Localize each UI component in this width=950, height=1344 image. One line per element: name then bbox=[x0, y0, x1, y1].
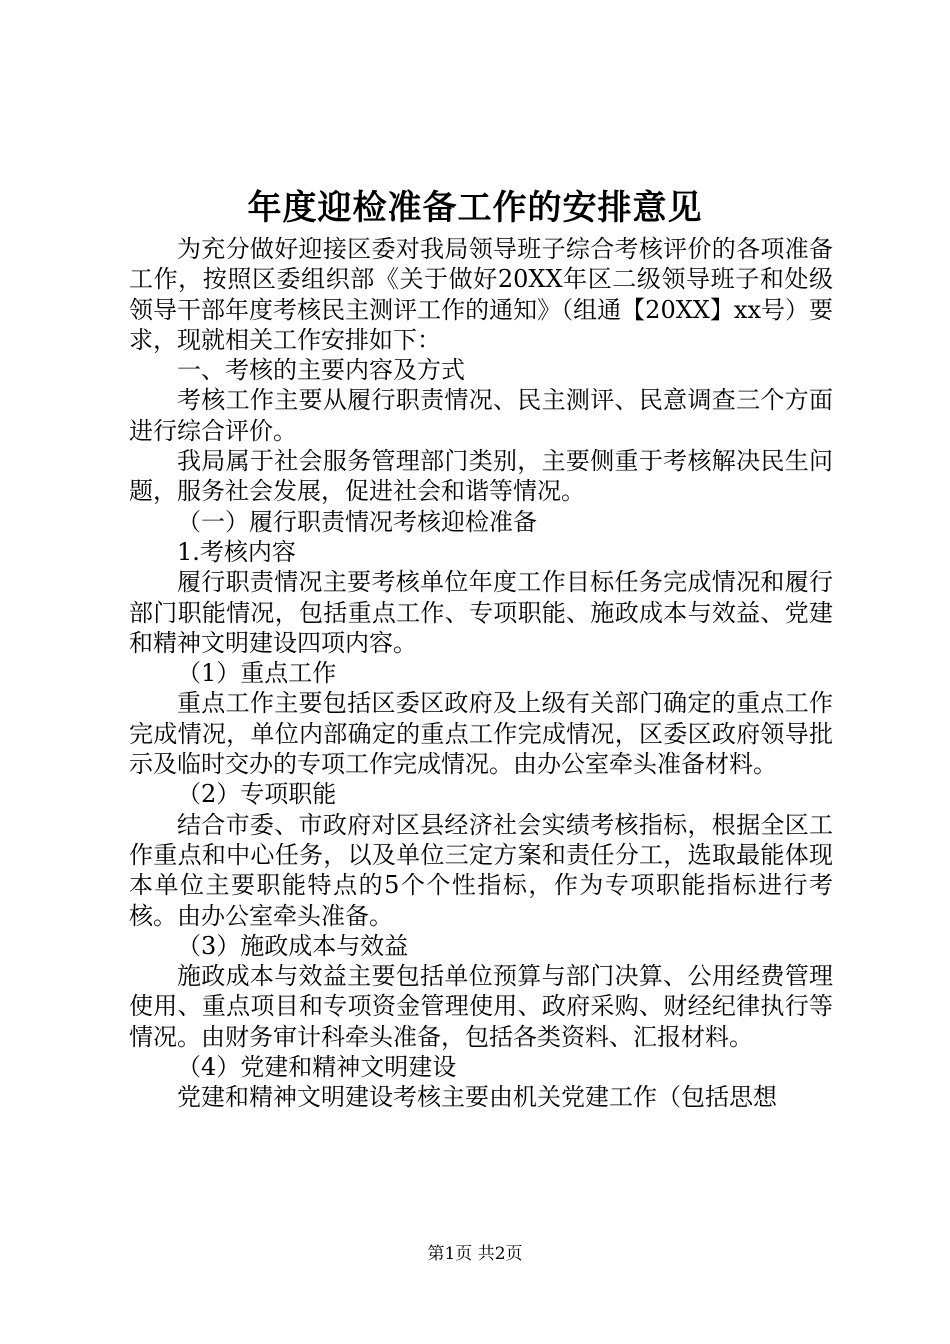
body-paragraph: 重点工作主要包括区委区政府及上级有关部门确定的重点工作完成情况，单位内部确定的重点工作完成情况，区委区政府领导批示及临时交办的专项工作完成情况。由办公室牵头准备材料。 bbox=[129, 689, 833, 779]
body-paragraph: 党建和精神文明建设考核主要由机关党建工作（包括思想 bbox=[177, 1083, 777, 1112]
section-heading: 一、考核的主要内容及方式 bbox=[177, 356, 465, 385]
page-title: 年度迎检准备工作的安排意见 bbox=[247, 188, 703, 228]
body-paragraph: 为充分做好迎接区委对我局领导班子综合考核评价的各项准备工作，按照区委组织部《关于做好20XX年区二级领导班子和处级领导干部年度考核民主测评工作的通知》（组通【20XX】xx号）要求，现就相关工作安排如下： bbox=[129, 235, 833, 354]
section-heading: （一）履行职责情况考核迎检准备 bbox=[177, 507, 537, 536]
section-heading: （2）专项职能 bbox=[177, 780, 337, 809]
body-paragraph: 结合市委、市政府对区县经济社会实绩考核指标，根据全区工作重点和中心任务，以及单位三定方案和责任分工，选取最能体现本单位主要职能特点的5个个性指标，作为专项职能指标进行考核。由办公室牵头准备。 bbox=[129, 810, 833, 930]
page-footer: 第1页 共2页 bbox=[427, 1244, 523, 1264]
section-heading: （1）重点工作 bbox=[177, 659, 337, 688]
body-paragraph: 我局属于社会服务管理部门类别，主要侧重于考核解决民生问题，服务社会发展，促进社会和谐等情况。 bbox=[129, 447, 833, 506]
body-paragraph: 考核工作主要从履行职责情况、民主测评、民意调查三个方面进行综合评价。 bbox=[129, 386, 833, 445]
document-body bbox=[129, 234, 833, 1113]
body-paragraph: 履行职责情况主要考核单位年度工作目标任务完成情况和履行部门职能情况，包括重点工作、专项职能、施政成本与效益、党建和精神文明建设四项内容。 bbox=[129, 568, 833, 657]
section-heading: （4）党建和精神文明建设 bbox=[177, 1053, 457, 1082]
section-heading: （3）施政成本与效益 bbox=[177, 931, 409, 960]
section-heading: 1.考核内容 bbox=[177, 537, 296, 566]
body-paragraph: 施政成本与效益主要包括单位预算与部门决算、公用经费管理使用、重点项目和专项资金管理使用、政府采购、财经纪律执行等情况。由财务审计科牵头准备，包括各类资料、汇报材料。 bbox=[129, 962, 833, 1051]
